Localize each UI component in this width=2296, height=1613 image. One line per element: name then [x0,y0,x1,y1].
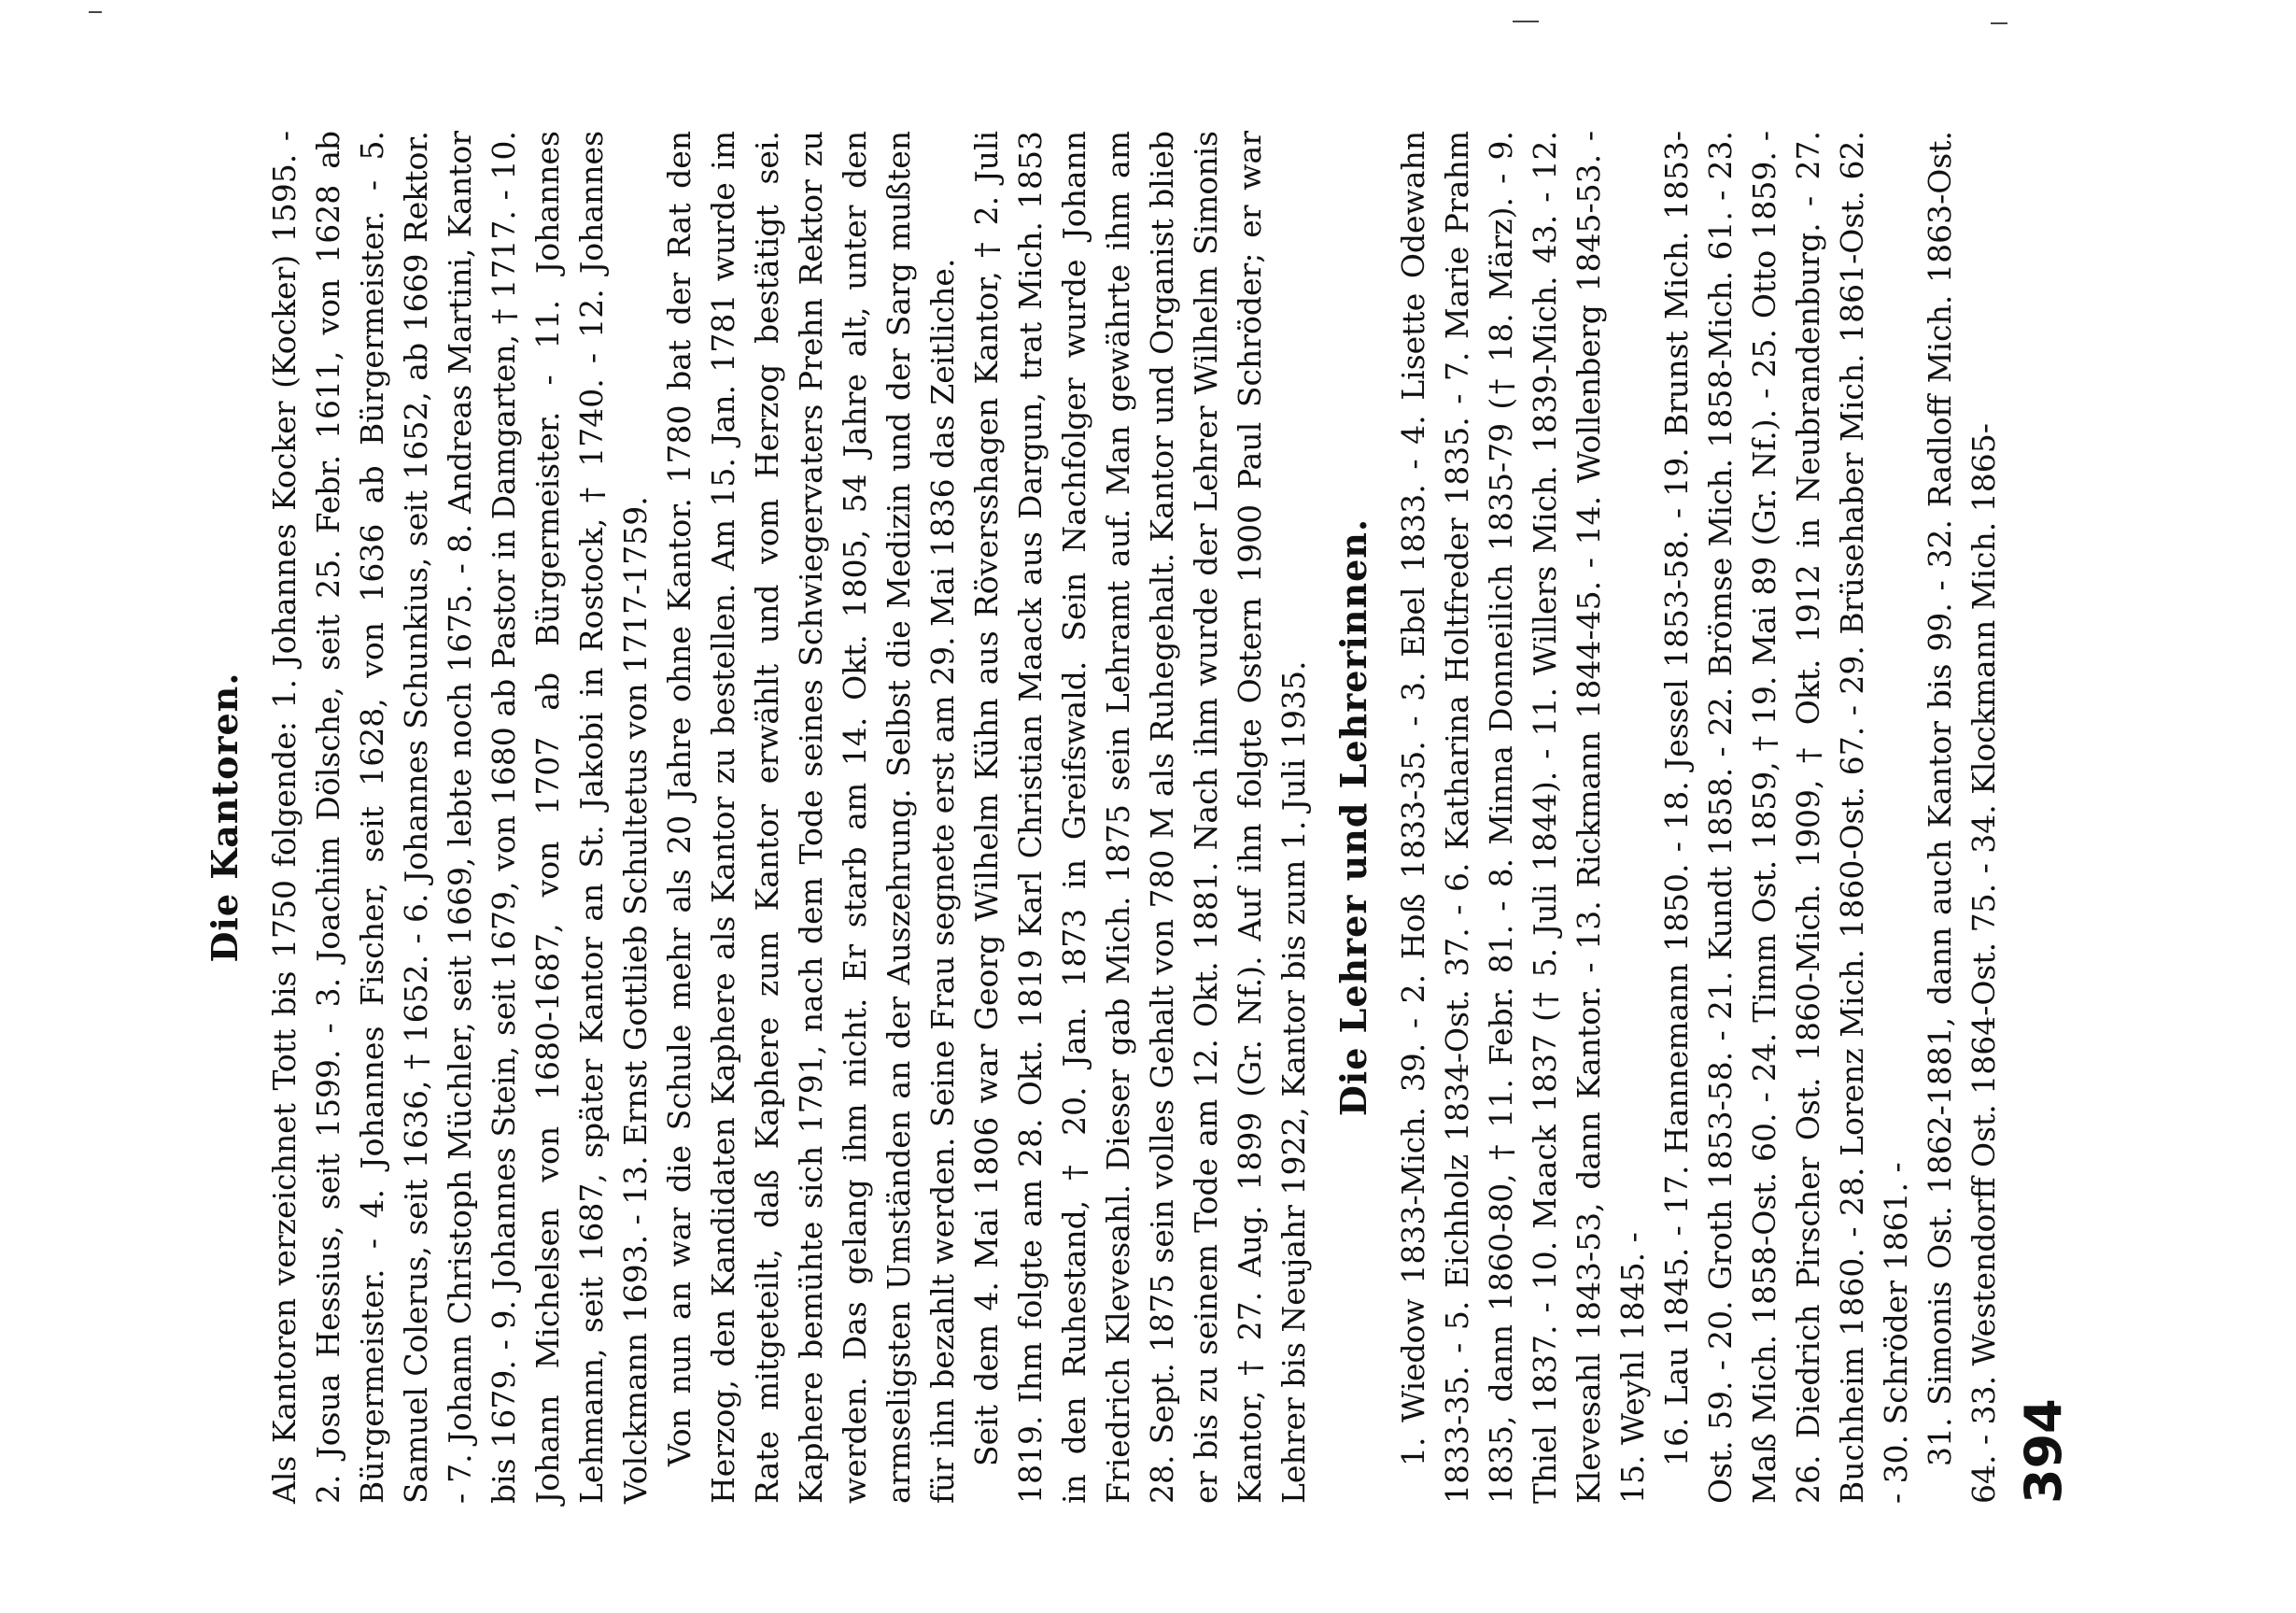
paragraph: 31. Simonis Ost. 1862-1881, dann auch Kantor bis 99. - 32. Radloff Mich. 1863-Ost. 64. - 33. Westendorff Ost. 1864-Ost. 75. - 34. Klockmann Mich. 1865- [1922,131,2002,1504]
paragraph: Als Kantoren verzeichnet Tott bis 1750 folgende: 1. Johannes Kocker (Kocker) 1595. - 2. Josua Hessius, seit 1599. - 3. Joachim Dölsche, seit 25. Febr. 1611, von 1628 ab Bürgermeister. - 4. Johannes Fischer, seit 1628, von 1636 ab Bürgermeister. - 5. Samuel Colerus, seit 1636, † 1652. - 6. Johannes Schunkius, seit 1652, ab 1669 Rektor. - 7. Johann Christoph Müchler, seit 1669, lebte noch 1675. - 8. Andreas Martini, Kantor bis 1679. - 9. Johannes Stein, seit 1679, von 1680 ab Pastor in Damgarten, † 1717. - 10. Johann Michelsen von 1680-1687, von 1707 ab Bürgermeister. - 11. Johannes Lehmann, seit 1687, später Kantor an St. Jakobi in Rostock, † 1740. - 12. Johannes Volckmann 1693. - 13. Ernst Gottlieb Schultetus von 1717-1759. [266,131,654,1504]
rotated-book-page [168,75,2073,1532]
paragraph: Von nun an war die Schule mehr als 20 Jahre ohne Kantor. 1780 bat der Rat den Herzog, den Kandidaten Kaphere als Kantor zu bestellen. Am 15. Jan. 1781 wurde im Rate mitgeteilt, daß Kaphere zum Kantor erwählt und vom Herzog bestätigt sei. Kaphere bemühte sich 1791, nach dem Tode seines Schwiegervaters Prehn Rektor zu werden. Das gelang ihm nicht. Er starb am 14. Okt. 1805, 54 Jahre alt, unter den armseligsten Umständen an der Auszehrung. Selbst die Medizin und der Sarg mußten für ihn bezahlt werden. Seine Frau segnete erst am 29. Mai 1836 das Zeitliche. [661,131,961,1504]
scan-mark [1991,22,2007,24]
page-body [187,131,2006,1504]
paragraph: 16. Lau 1845. - 17. Hannemann 1850. - 18. Jessel 1853-58. - 19. Brunst Mich. 1853-Ost. 59. - 20. Groth 1853-58. - 21. Kundt 1858. - 22. Brömse Mich. 1858-Mich. 61. - 23. Maß Mich. 1858-Ost. 60. - 24. Timm Ost. 1859, † 19. Mai 89 (Gr. Nf.). - 25. Otto 1859. - 26. Diedrich Pirscher Ost. 1860-Mich. 1909, † Okt. 1912 in Neubrandenburg. - 27. Buchheim 1860. - 28. Lorenz Mich. 1860-Ost. 67. - 29. Brüsehaber Mich. 1861-Ost. 62. - 30. Schröder 1861. - [1658,131,1914,1504]
paragraph: 1. Wiedow 1833-Mich. 39. - 2. Hoß 1833-35. - 3. Ebel 1833. - 4. Lisette Odewahn 1833-35. - 5. Eichholz 1834-Ost. 37. - 6. Katharina Holtfreder 1835. - 7. Marie Prahm 1835, dann 1860-80, † 11. Febr. 81. - 8. Minna Donneilich 1835-79 († 18. März). - 9. Thiel 1837. - 10. Maack 1837 († 5. Juli 1844). - 11. Willers Mich. 1839-Mich. 43. - 12. Klevesahl 1843-53, dann Kantor. - 13. Rickmann 1844-45. - 14. Wollenberg 1845-53. - 15. Weyhl 1845. - [1395,131,1651,1504]
section-title-lehrer: Die Lehrer und Lehrerinnen. [1332,517,1374,1117]
scan-mark [1513,21,1539,22]
paragraph: Seit dem 4. Mai 1806 war Georg Wilhelm Kühn aus Röversshagen Kantor, † 2. Juli 1819. Ihm folgte am 28. Okt. 1819 Karl Christian Maack aus Dargun, trat Mich. 1853 in den Ruhestand, † 20. Jan. 1873 in Greifswald. Sein Nachfolger wurde Johann Friedrich Klevesahl. Dieser gab Mich. 1875 sein Lehramt auf. Man gewährte ihm am 28. Sept. 1875 sein volles Gehalt von 780 M als Ruhegehalt. Kantor und Organist blieb er bis zu seinem Tode am 12. Okt. 1881. Nach ihm wurde der Lehrer Wilhelm Simonis Kantor, † 27. Aug. 1899 (Gr. Nf.). Auf ihn folgte Ostern 1900 Paul Schröder; er war Lehrer bis Neujahr 1922, Kantor bis zum 1. Juli 1935. [968,131,1312,1504]
scan-mark [89,11,102,13]
section-title-kantoren: Die Kantoren. [204,672,246,963]
page-number: 394 [2014,1398,2073,1504]
